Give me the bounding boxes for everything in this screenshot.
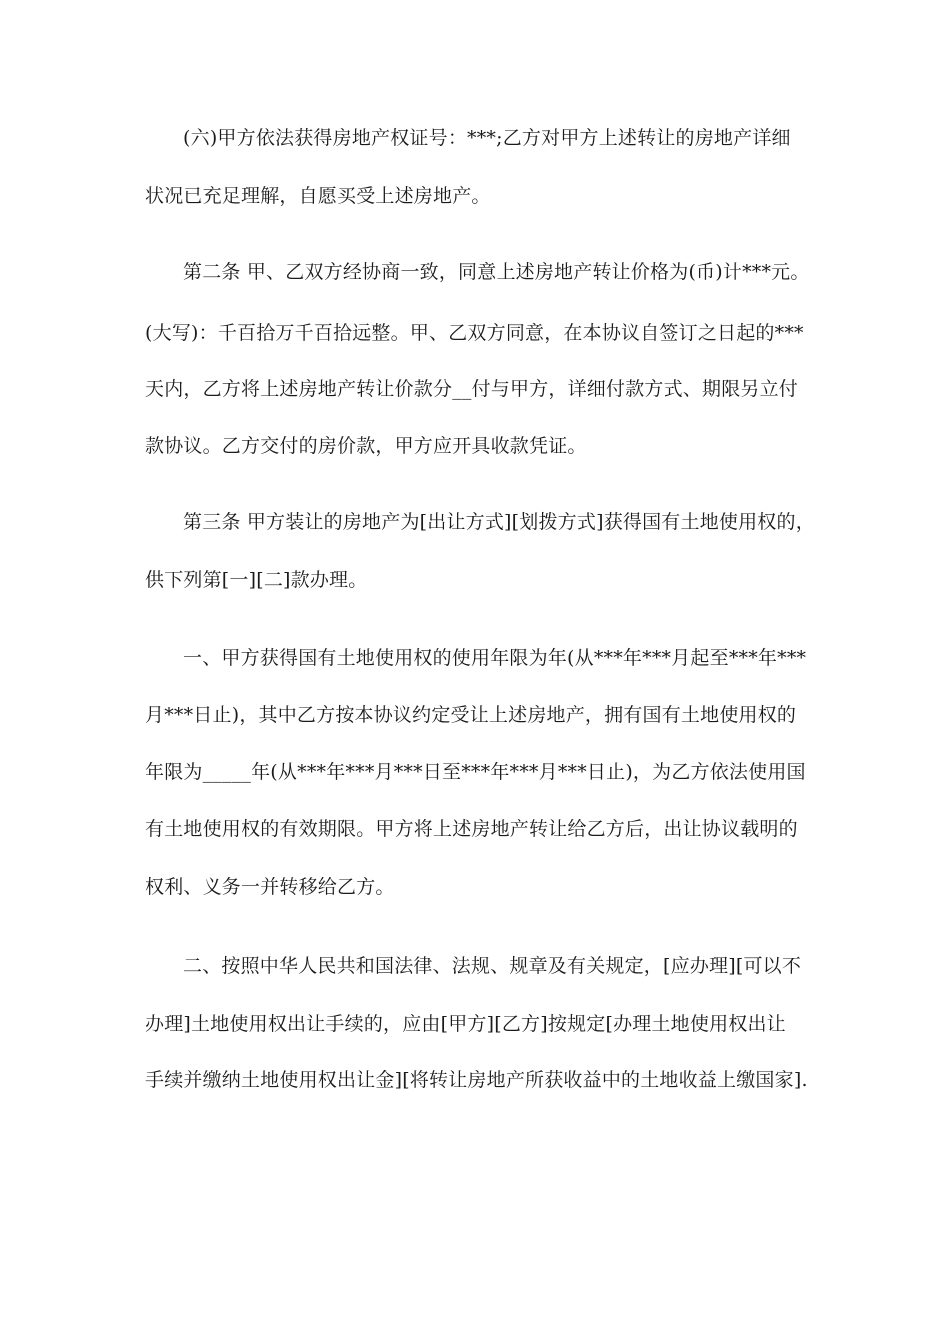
- paragraph-4-line-5: 权利、义务一并转移给乙方。: [145, 876, 395, 898]
- paragraph-4-line-1: 一、甲方获得国有土地使用权的使用年限为年(从***年***月起至***年***: [183, 647, 807, 669]
- paragraph-3-line-1: 第三条 甲方装让的房地产为[出让方式][划拨方式]获得国有土地使用权的，: [183, 511, 815, 533]
- paragraph-2-line-4: 款协议。乙方交付的房价款，甲方应开具收款凭证。: [145, 435, 587, 457]
- paragraph-4-line-3: 年限为_____年(从***年***月***日至***年***月***日止)，为乙方依法使用国: [145, 761, 806, 783]
- paragraph-4-line-2: 月***日止)，其中乙方按本协议约定受让上述房地产，拥有国有土地使用权的: [145, 704, 797, 726]
- paragraph-1-line-1: (六)甲方依法获得房地产权证号：***;乙方对甲方上述转让的房地产详细: [183, 127, 791, 149]
- paragraph-2-line-3: 天内，乙方将上述房地产转让价款分__付与甲方，详细付款方式、期限另立付: [145, 378, 799, 400]
- paragraph-5-line-3: 手续并缴纳土地使用权出让金][将转让房地产所获收益中的土地收益上缴国家].: [145, 1069, 808, 1091]
- paragraph-5-line-2: 办理]土地使用权出让手续的，应由[甲方][乙方]按规定[办理土地使用权出让: [145, 1013, 786, 1035]
- paragraph-2-line-2: (大写)：千百拾万千百拾远整。甲、乙双方同意，在本协议自签订之日起的***: [145, 322, 804, 344]
- paragraph-5-line-1: 二、按照中华人民共和国法律、法规、规章及有关规定，[应办理][可以不: [183, 955, 802, 977]
- paragraph-3-line-2: 供下列第[一][二]款办理。: [145, 569, 368, 591]
- paragraph-1-line-2: 状况已充足理解，自愿买受上述房地产。: [145, 185, 491, 207]
- paragraph-4-line-4: 有土地使用权的有效期限。甲方将上述房地产转让给乙方后，出让协议载明的: [145, 818, 798, 840]
- paragraph-2-line-1: 第二条 甲、乙双方经协商一致，同意上述房地产转让价格为(币)计***元。: [183, 261, 810, 283]
